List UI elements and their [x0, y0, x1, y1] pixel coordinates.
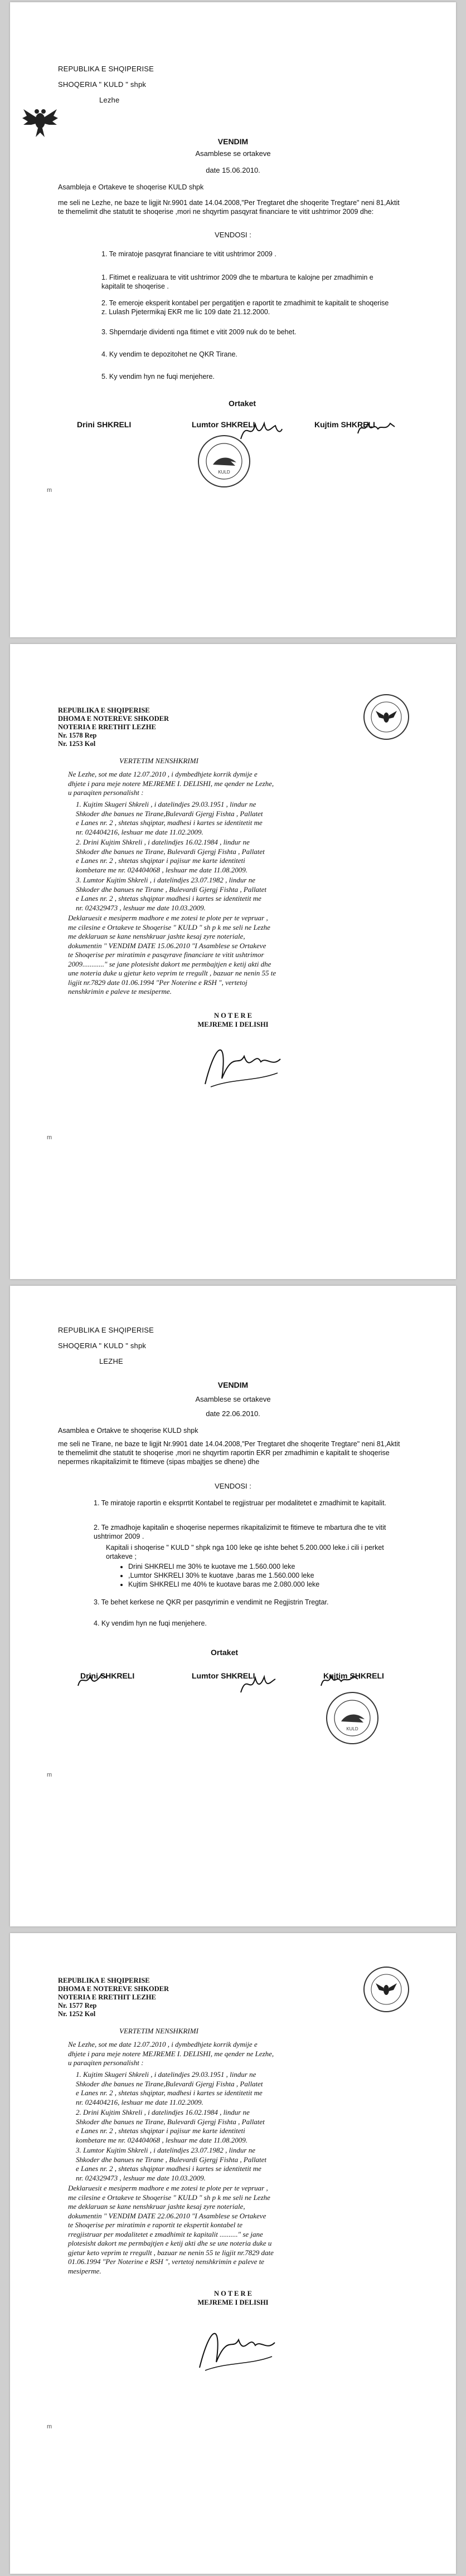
decision-item: 3. Te behet kerkese ne QKR per pasqyrimin e vendimit ne Regjistrin Tregtar.	[94, 1598, 329, 1606]
doc-title: VENDIM	[217, 137, 249, 146]
city-label: LEZHE	[99, 1357, 123, 1365]
person-line: Shkoder dhe banues ne Tirane,Bulevardi Gjergj Fishta , Pallatet	[76, 2079, 263, 2088]
decision-item: 2. Te emeroje eksperit kontabel per pergatitjen e raportit te zmadhimit te kapitalit te shoqerise z. Lulash Pjetermikaj EKR me lic 109 date 21.12.2000.	[101, 299, 389, 316]
quota-list	[119, 1562, 396, 1589]
svg-text:KULD: KULD	[346, 1726, 358, 1731]
notary-header-line: REPUBLIKA E SHQIPERISE	[58, 706, 150, 714]
doc-subtitle: Asamblese se ortakeve	[195, 149, 271, 158]
vendosi-heading: VENDOSI :	[215, 1482, 251, 1490]
person-line: Shkoder dhe banues ne Tirane, Bulevardi Gjergj Fishta , Pallatet	[76, 847, 265, 856]
company-stamp-icon	[324, 1690, 380, 1746]
person-block	[76, 800, 410, 837]
opening-line: u paraqiten personalisht :	[68, 788, 144, 797]
margin-mark: m	[47, 1772, 52, 1778]
city-label: Lezhe	[99, 96, 120, 104]
notary-rep-number: Nr. 1578 Rep	[58, 731, 97, 739]
notary-kol-number: Nr. 1253 Kol	[58, 740, 96, 748]
notary-seal-icon	[361, 1964, 411, 2014]
declaration-line: me deklaruan se kane nenshkruar jashte kesaj zyre noteriale,	[68, 932, 245, 940]
company-name: SHOQERIA " KULD " shpk	[58, 1341, 147, 1350]
decision-item: 1. Fitimet e realizuara te vitit ushtrimor 2009 dhe te mbartura te kalojne per zmadhimin e kapitalit te shoqerise .	[101, 274, 373, 290]
declaration-line: nenshkrimin e paleve te mesiperme.	[68, 987, 172, 996]
signer-name: Kujtim SHKRELI	[323, 1671, 384, 1680]
vendosi-heading: VENDOSI :	[215, 231, 251, 239]
company-stamp-icon	[196, 433, 252, 489]
signer-name: Lumtor SHKRELI	[192, 1671, 255, 1680]
person-line: 2. Drini Kujtim Shkreli , i datelindjes 16.02.1984 , lindur ne	[76, 2108, 250, 2116]
person-line: nr. 024404216, leshuar me date 11.02.2009.	[76, 827, 203, 836]
republika-heading: REPUBLIKA E SHQIPERISE	[58, 1326, 154, 1334]
person-line: kombetare me nr. 024404068 , leshuar me date 11.08.2009.	[76, 865, 247, 874]
margin-mark: m	[47, 1134, 52, 1141]
declaration-line: Deklaruesit e mesiperm madhore e me zotesi te plote per te vepruar ,	[68, 2184, 268, 2192]
notary-rep-number: Nr. 1577 Rep	[58, 2002, 97, 2009]
notary-seal-icon	[361, 692, 411, 742]
declaration-line: me cilesine e Ortakeve te Shoqerise " KULD " sh p k me seli ne Lezhe	[68, 923, 270, 931]
notary-header-line: DHOMA E NOTEREVE SHKODER	[58, 1985, 169, 1993]
person-line: 3. Lumtor Kujtim Shkreli , i datelindjes 23.07.1982 , lindur ne	[76, 2146, 255, 2154]
doc-date: date 22.06.2010.	[206, 1409, 260, 1418]
signer-name: Drini SHKRELI	[80, 1671, 135, 1680]
ortaket-heading: Ortaket	[211, 1648, 239, 1657]
declaration-block	[68, 2184, 414, 2276]
person-line: Shkoder dhe banues ne Tirane , Bulevardi Gjergj Fishta , Pallatet	[76, 2155, 267, 2164]
person-block	[76, 2108, 410, 2145]
declaration-line: plotesisht dakort me permbajtjen e ketij akti dhe se une noteria duke u	[68, 2239, 272, 2247]
declaration-line: dokumentin " VENDIM DATE 15.06.2010 "I Asamblese se Ortakeve	[68, 941, 266, 950]
document-page-3	[10, 1286, 456, 1926]
person-line: e Lanes nr. 2 , shtetas shqiptar i pajisur me karte identiteti	[76, 2126, 245, 2135]
document-page-4	[10, 1933, 456, 2574]
signer-name: Lumtor SHKRELI	[192, 420, 255, 429]
person-line: 2. Drini Kujtim Shkreli , i datelindjes 16.02.1984 , lindur ne	[76, 838, 250, 846]
opening-line: Ne Lezhe, sot me date 12.07.2010 , i dymbedhjete korrik dymije e	[68, 770, 258, 778]
quota-item: • Kujtim SHKRELI me 40% te kuotave baras me 2.080.000 leke	[128, 1580, 396, 1589]
person-line: e Lanes nr. 2 , shtetas shqiptar, madhesi i kartes se identitetit me	[76, 2089, 263, 2097]
handwritten-signature-icon	[320, 1669, 359, 1691]
person-line: e Lanes nr. 2 , shtetas shqiptar madhesi i kartes se identitetit me	[76, 2164, 261, 2173]
body-paragraph: me seli ne Lezhe, ne baze te ligjit Nr.9901 date 14.04.2008,"Per Tregtaret dhe shoqerite Tregtare" neni 81,Aktit te themelimit dhe statutit te shoqerise ,mori ne shqyrtim pasqyrat financiare te vitit ushtrimor 2009 dhe:	[58, 199, 400, 216]
quota-item: • ,Lumtor SHKRELI 30% te kuotave ,baras me 1.560.000 leke	[128, 1571, 396, 1580]
notary-header-line: NOTERIA E RRETHIT LEZHE	[58, 723, 156, 731]
doc-date: date 15.06.2010.	[206, 166, 260, 174]
notary-header-line: NOTERIA E RRETHIT LEZHE	[58, 1993, 156, 2001]
declaration-line: me deklaruan se kane nenshkruar jashte kesaj zyre noteriale,	[68, 2202, 245, 2211]
opening-lines	[68, 2040, 414, 2068]
declaration-line: te Shoqerise per miratimin e raportit te ekspertit kontabel te	[68, 2221, 243, 2229]
company-name: SHOQERIA " KULD " shpk	[58, 80, 147, 89]
decision-item: 2. Te zmadhoje kapitalin e shoqerise nepermes rikapitalizimit te fitimeve te mbartura dhe te vitit ushtrimor 2009 .	[94, 1524, 386, 1540]
person-block	[76, 2146, 410, 2183]
opening-line: Ne Lezhe, sot me date 12.07.2010 , i dymbedhjete korrik dymije e	[68, 2040, 258, 2048]
opening-line: dhjete i para meje notere MEJREME I. DELISHI, me qender ne Lezhe,	[68, 779, 274, 788]
notary-header-line: DHOMA E NOTEREVE SHKODER	[58, 715, 169, 723]
declaration-line: rregjistruar per modalitetet e zmadhimit te kapitalit .........." se jane	[68, 2229, 263, 2238]
notere-heading: N O T E R E	[214, 1012, 252, 1019]
declaration-block	[68, 914, 414, 997]
person-line: e Lanes nr. 2 , shtetas shqiptar, madhesi i kartes se identitetit me	[76, 818, 263, 827]
declaration-line: Deklaruesit e mesiperm madhore e me zotesi te plote per te vepruar ,	[68, 914, 268, 922]
intro-line: Asambleja e Ortakeve te shoqerise KULD shpk	[58, 183, 204, 191]
quota-item: • Drini SHKRELI me 30% te kuotave me 1.560.000 leke	[128, 1562, 396, 1571]
document-page-1	[10, 2, 456, 637]
declaration-line: 2009............" se jane plotesisht dakort me permbajtjen e ketij akti dhe	[68, 959, 271, 968]
person-block	[76, 876, 410, 913]
declaration-line: ligjit nr.7829 date 01.06.1994 "Per Noterine e RSH ", vertetoj	[68, 978, 247, 987]
eagle-emblem-icon	[22, 101, 58, 140]
notary-kol-number: Nr. 1252 Kol	[58, 2010, 96, 2018]
person-line: nr. 024329473 , leshuar me date 10.03.2009.	[76, 2173, 206, 2182]
person-line: Shkoder dhe banues ne Tirane , Bulevardi Gjergj Fishta , Pallatet	[76, 885, 267, 894]
opening-line: dhjete i para meje notere MEJREME I. DELISHI, me qender ne Lezhe,	[68, 2049, 274, 2058]
declaration-line: 01.06.1994 "Per Noterine e RSH ", vertetoj nenshkrimin e paleve te	[68, 2257, 265, 2266]
decision-item: 1. Te miratoje pasqyrat financiare te vitit ushtrimor 2009 .	[101, 250, 276, 258]
person-line: nr. 024404216, leshuar me date 11.02.2009.	[76, 2097, 203, 2106]
person-line: kombetare me nr. 024404068 , leshuar me date 11.08.2009.	[76, 2135, 247, 2144]
decision-item: 3. Shperndarje dividenti nga fitimet e vitit 2009 nuk do te behet.	[101, 328, 297, 336]
notary-header-line: REPUBLIKA E SHQIPERISE	[58, 1977, 150, 1984]
notere-heading: N O T E R E	[214, 2290, 252, 2297]
decision-item: Kapitali i shoqerise " KULD " shpk nga 100 leke qe ishte behet 5.200.000 leke.i cili i perket ortakeve ;	[106, 1544, 384, 1560]
handwritten-signature-icon	[357, 417, 396, 439]
person-block	[76, 838, 410, 875]
declaration-line: me cilesine e Ortakeve te Shoqerise " KULD " sh p k me seli ne Lezhe	[68, 2193, 270, 2202]
person-block	[76, 2070, 410, 2107]
declaration-line: gjetur keto veprim te rregullt , bazuar ne nenin 55 te ligjit nr.7829 date	[68, 2248, 274, 2257]
ortaket-heading: Ortaket	[229, 399, 256, 408]
opening-line: u paraqiten personalisht :	[68, 2058, 144, 2067]
notere-name: MEJREME I DELISHI	[197, 2299, 269, 2306]
person-line: 1. Kujtim Skugeri Shkreli , i datelindjes 29.03.1951 , lindur ne	[76, 2070, 256, 2079]
declaration-line: une noteria duke u gjetur keto veprim te rregullt , bazuar ne nenin 55 te	[68, 969, 276, 977]
svg-text:KULD: KULD	[218, 470, 230, 475]
person-line: nr. 024329473 , leshuar me date 10.03.2009.	[76, 903, 206, 912]
person-line: e Lanes nr. 2 , shtetas shqiptar madhesi i kartes se identitetit me	[76, 894, 261, 902]
declaration-line: dokumentin " VENDIM DATE 22.06.2010 "I Asamblese se Ortakeve	[68, 2211, 266, 2220]
person-line: 3. Lumtor Kujtim Shkreli , i datelindjes 23.07.1982 , lindur ne	[76, 876, 255, 884]
decision-item: 1. Te miratoje raportin e eksprrtit Kontabel te regjistruar per modalitetet e zmadhimit te kapitalit.	[94, 1499, 387, 1507]
body-paragraph: me seli ne Tirane, ne baze te ligjit Nr.9901 date 14.04.2008,"Per Tregtaret dhe shoqerite Tregtare" neni 81,Aktit te themelimit dhe statutit te shoqerise ,mori ne shqyrtim raportin EKR per zmadhimin e kapitalit te shoqerise nepermes rikapitalizimit te fitimeve (sipas mbajtjes se dhene) dhe	[58, 1440, 400, 1466]
doc-subtitle: Asamblese se ortakeve	[195, 1395, 271, 1403]
vertetim-heading: VERTETIM NENSHKRIMI	[119, 2027, 198, 2035]
doc-title: VENDIM	[217, 1380, 249, 1389]
document-page-2	[10, 644, 456, 1279]
declaration-line: mesiperme.	[68, 2266, 101, 2275]
person-line: e Lanes nr. 2 , shtetas shqiptar i pajisur me karte identiteti	[76, 856, 245, 865]
person-line: Shkoder dhe banues ne Tirane, Bulevardi Gjergj Fishta , Pallatet	[76, 2117, 265, 2126]
republika-heading: REPUBLIKA E SHQIPERISE	[58, 65, 154, 73]
handwritten-signature-icon	[76, 1670, 109, 1689]
margin-mark: m	[47, 487, 52, 494]
decision-item: 4. Ky vendim te depozitohet ne QKR Tirane.	[101, 350, 237, 358]
notere-name: MEJREME I DELISHI	[197, 1021, 269, 1028]
notary-signature-icon	[194, 2318, 278, 2379]
person-line: 1. Kujtim Skugeri Shkreli , i datelindjes 29.03.1951 , lindur ne	[76, 800, 256, 808]
opening-lines	[68, 770, 414, 798]
handwritten-signature-icon	[239, 1670, 278, 1698]
person-line: Shkoder dhe banues ne Tirane,Bulevardi Gjergj Fishta , Pallatet	[76, 809, 263, 818]
vertetim-heading: VERTETIM NENSHKRIMI	[119, 757, 198, 765]
decision-item: 4. Ky vendim hyn ne fuqi menjehere.	[94, 1619, 207, 1627]
signer-name: Drini SHKRELI	[77, 420, 132, 429]
notary-signature-icon	[200, 1034, 283, 1095]
signer-name: Kujtim SHKRELI	[314, 420, 375, 429]
declaration-line: te Shoqerise per miratimin e pasqyrave financiare te vitit ushtrimor	[68, 950, 264, 959]
decision-item: 5. Ky vendim hyn ne fuqi menjehere.	[101, 373, 215, 380]
margin-mark: m	[47, 2423, 52, 2430]
intro-line: Asamblea e Ortakve te shoqerise KULD shpk	[58, 1427, 198, 1435]
